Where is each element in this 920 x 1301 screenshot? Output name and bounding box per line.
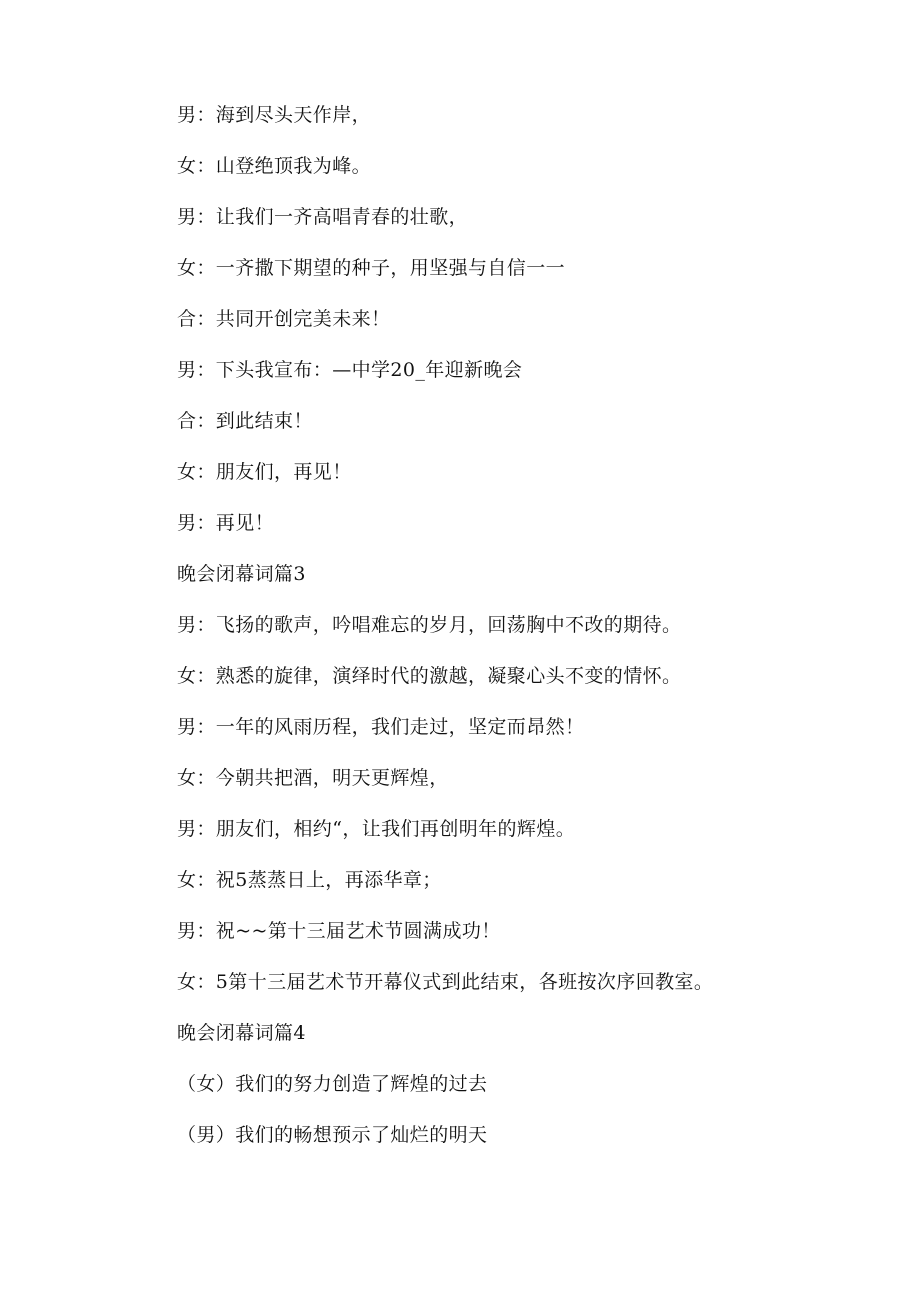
dialogue-line: 女：祝5蒸蒸日上，再添华章； [177,869,442,891]
section-heading: 晚会闭幕词篇3 [177,563,306,585]
dialogue-line: 女：山登绝顶我为峰。 [177,155,372,177]
dialogue-line: 合：共同开创完美未来！ [177,308,391,330]
dialogue-line: （男）我们的畅想预示了灿烂的明天 [177,1124,488,1146]
section-heading: 晚会闭幕词篇4 [177,1022,306,1044]
dialogue-line: 男：朋友们，相约“，让我们再创明年的辉煌。 [177,818,576,840]
dialogue-line: 合：到此结束！ [177,410,313,432]
dialogue-line: 男：下头我宣布：—中学20_年迎新晚会 [177,359,523,381]
dialogue-line: 男：一年的风雨历程，我们走过，坚定而昂然！ [177,716,585,738]
dialogue-line: （女）我们的努力创造了辉煌的过去 [177,1073,488,1095]
dialogue-line: 男：飞扬的歌声，吟唱难忘的岁月，回荡胸中不改的期待。 [177,614,682,636]
dialogue-line: 女：一齐撒下期望的种子，用坚强与自信一一 [177,257,566,279]
dialogue-line: 男：让我们一齐高唱青春的壮歌， [177,206,469,228]
dialogue-line: 男：祝~~第十三届艺术节圆满成功！ [177,920,501,942]
dialogue-line: 男：再见！ [177,512,275,534]
dialogue-line: 男：海到尽头天作岸， [177,104,372,126]
dialogue-line: 女：朋友们，再见！ [177,461,352,483]
dialogue-line: 女：5第十三届艺术节开幕仪式到此结束，各班按次序回教室。 [177,971,714,993]
dialogue-line: 女：今朝共把酒，明天更辉煌， [177,767,449,789]
dialogue-line: 女：熟悉的旋律，演绎时代的激越，凝聚心头不变的情怀。 [177,665,682,687]
